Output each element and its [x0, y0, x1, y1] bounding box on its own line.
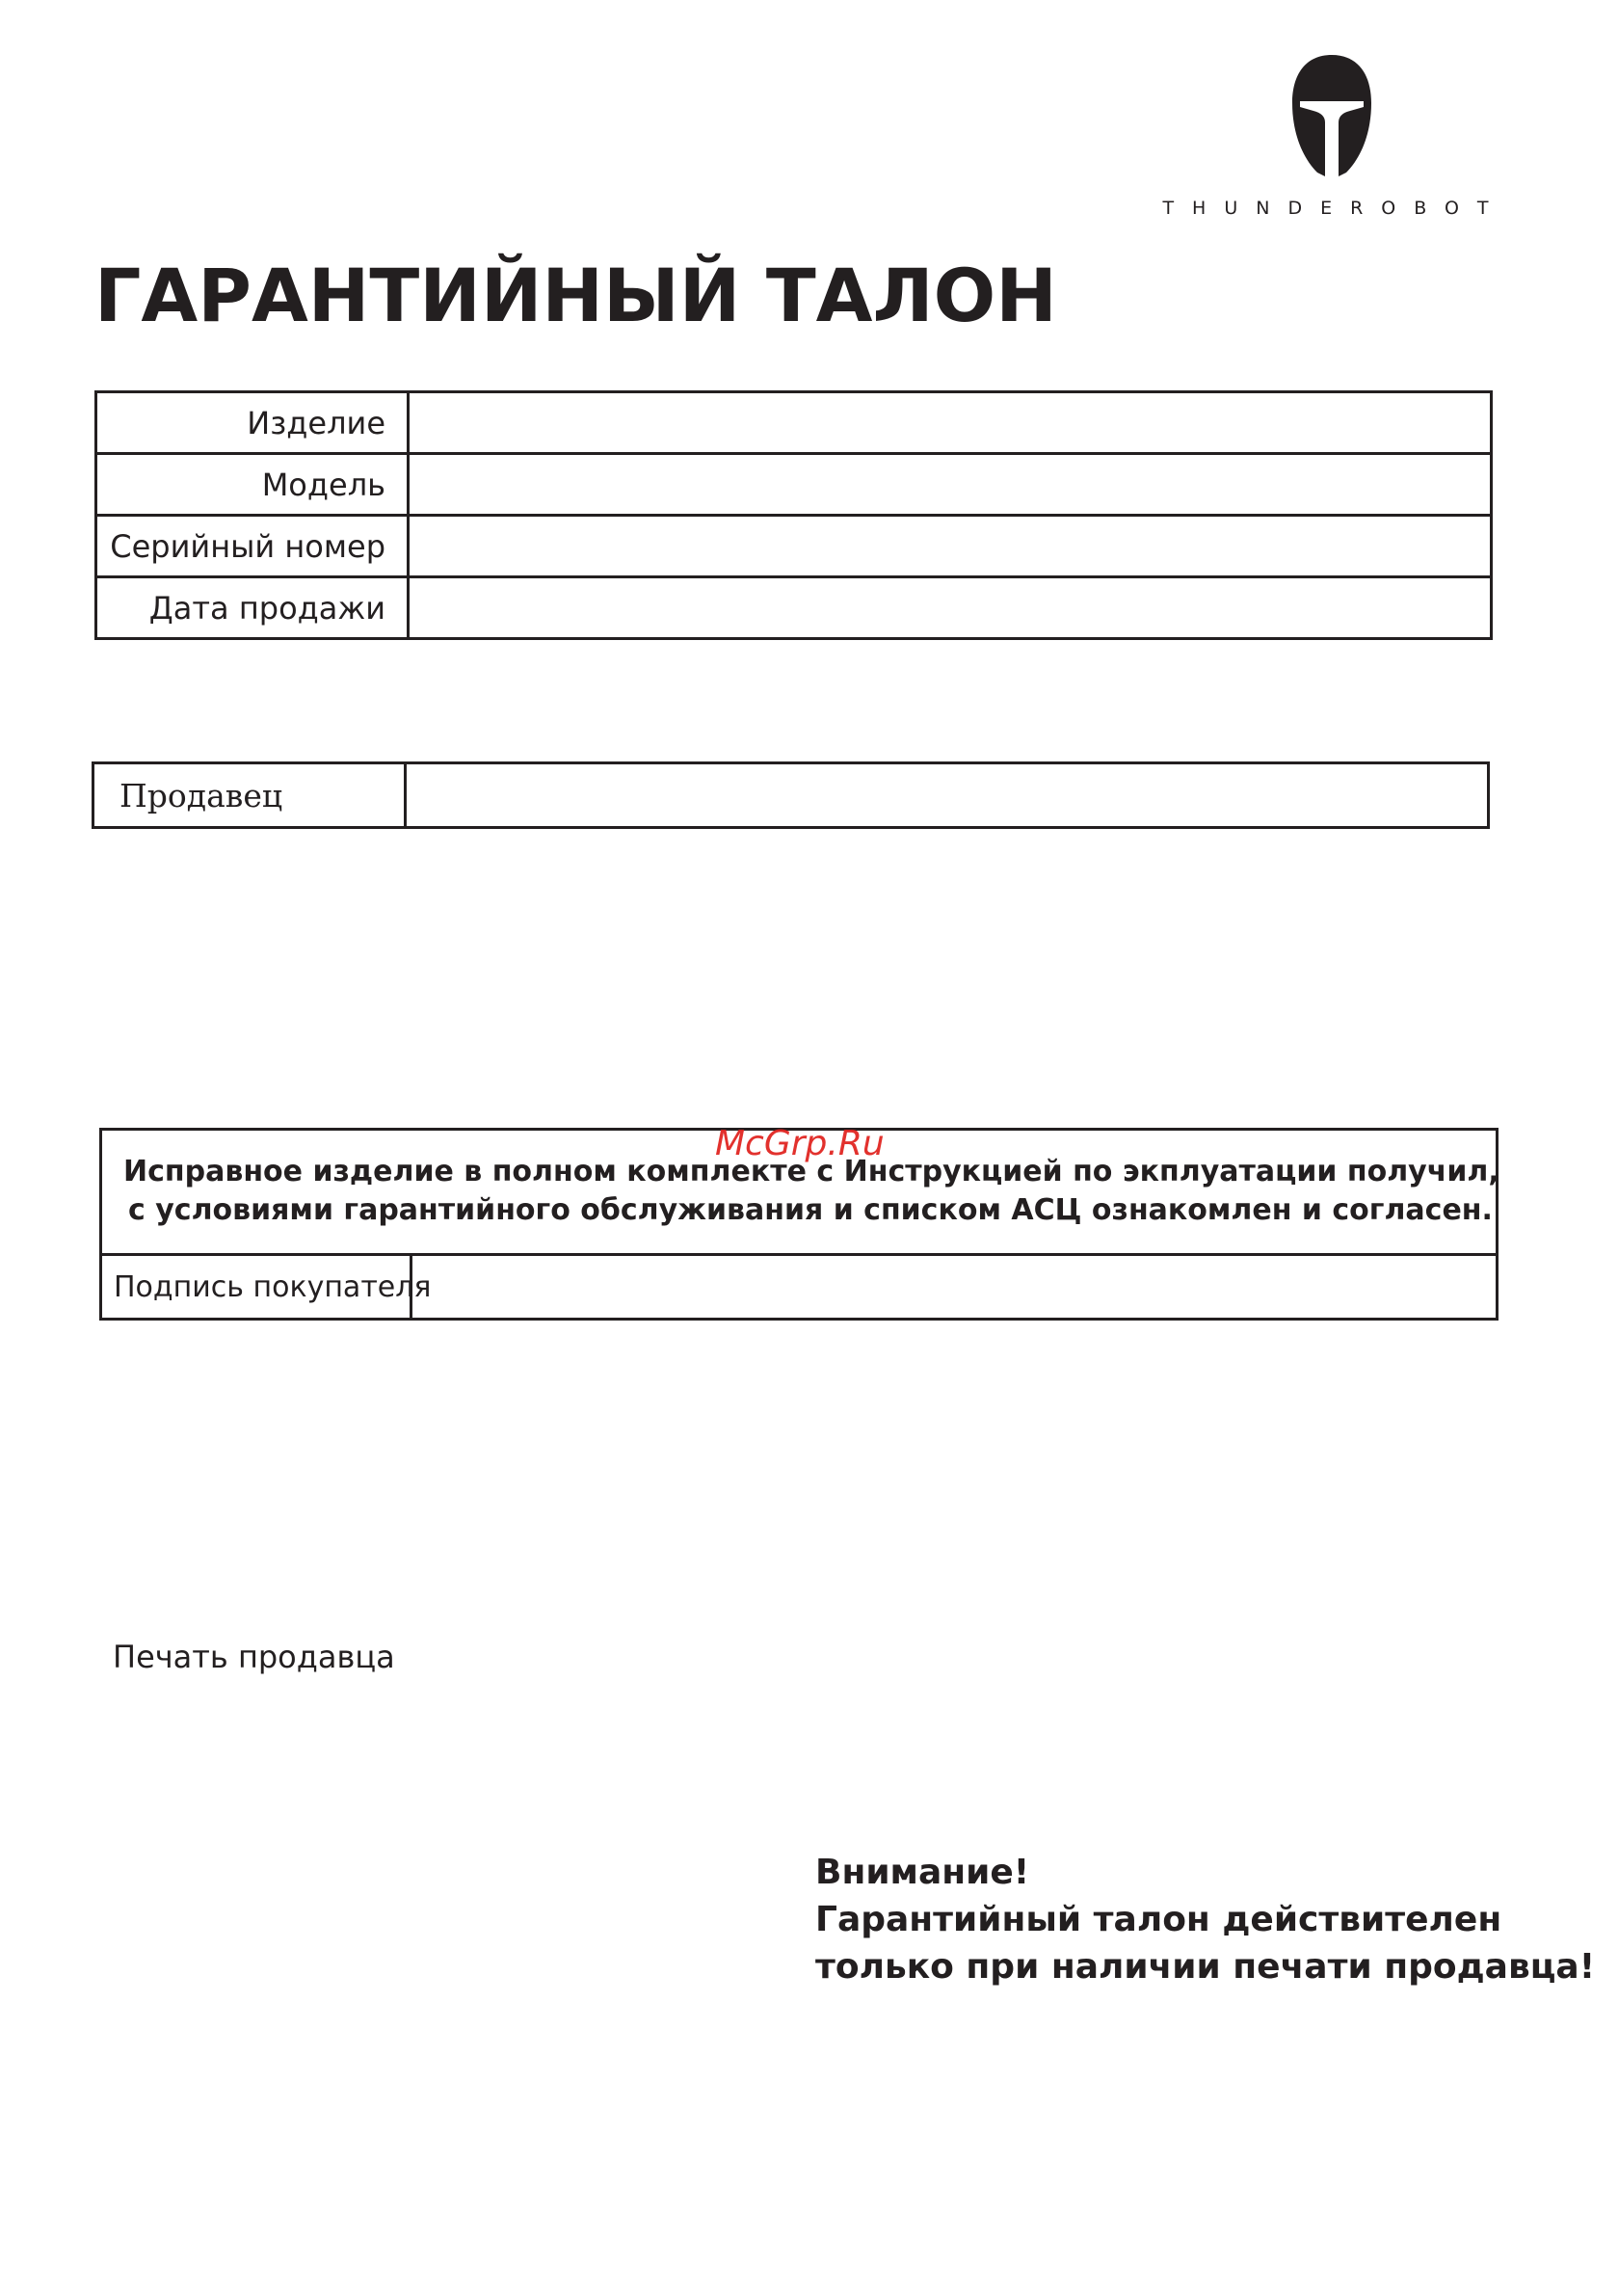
- model-label: Модель: [96, 454, 409, 516]
- serial-number-label: Серийный номер: [96, 516, 409, 577]
- seller-label: Продавец: [93, 763, 406, 828]
- knight-helmet-icon: [1288, 53, 1375, 178]
- product-label: Изделие: [96, 392, 409, 454]
- buyer-signature-field[interactable]: [412, 1256, 1496, 1318]
- serial-number-field[interactable]: [409, 516, 1492, 577]
- seller-field[interactable]: [406, 763, 1489, 828]
- notice-heading: Внимание!: [815, 1853, 1030, 1892]
- watermark: McGrp.Ru: [715, 1124, 885, 1163]
- notice-line-3: только при наличии печати продавца!: [815, 1947, 1596, 1987]
- table-row: [96, 577, 1492, 639]
- signature-row: [102, 1256, 1496, 1318]
- table-row: [93, 763, 1489, 828]
- brand-name: THUNDEROBOT: [1162, 198, 1507, 219]
- warranty-notice: [815, 1849, 1595, 1990]
- model-field[interactable]: [409, 454, 1492, 516]
- table-row: [96, 392, 1492, 454]
- seller-stamp-label: Печать продавца: [113, 1639, 395, 1675]
- sale-date-field[interactable]: [409, 577, 1492, 639]
- seller-table: [92, 761, 1490, 829]
- notice-line-2: Гарантийный талон действителен: [815, 1900, 1502, 1939]
- confirmation-line-2: с условиями гарантийного обслуживания и списком АСЦ ознакомлен и согласен.: [128, 1193, 1493, 1227]
- table-row: [96, 516, 1492, 577]
- product-info-table: [94, 390, 1493, 640]
- confirmation-line-1: Исправное изделие в полном комплекте с Инструкцией по экплуатации получил,: [123, 1155, 1499, 1188]
- table-row: [96, 454, 1492, 516]
- buyer-signature-label: Подпись покупателя: [102, 1256, 412, 1318]
- sale-date-label: Дата продажи: [96, 577, 409, 639]
- brand-logo: [1156, 53, 1513, 227]
- product-field[interactable]: [409, 392, 1492, 454]
- page-title: ГАРАНТИЙНЫЙ ТАЛОН: [94, 253, 1057, 338]
